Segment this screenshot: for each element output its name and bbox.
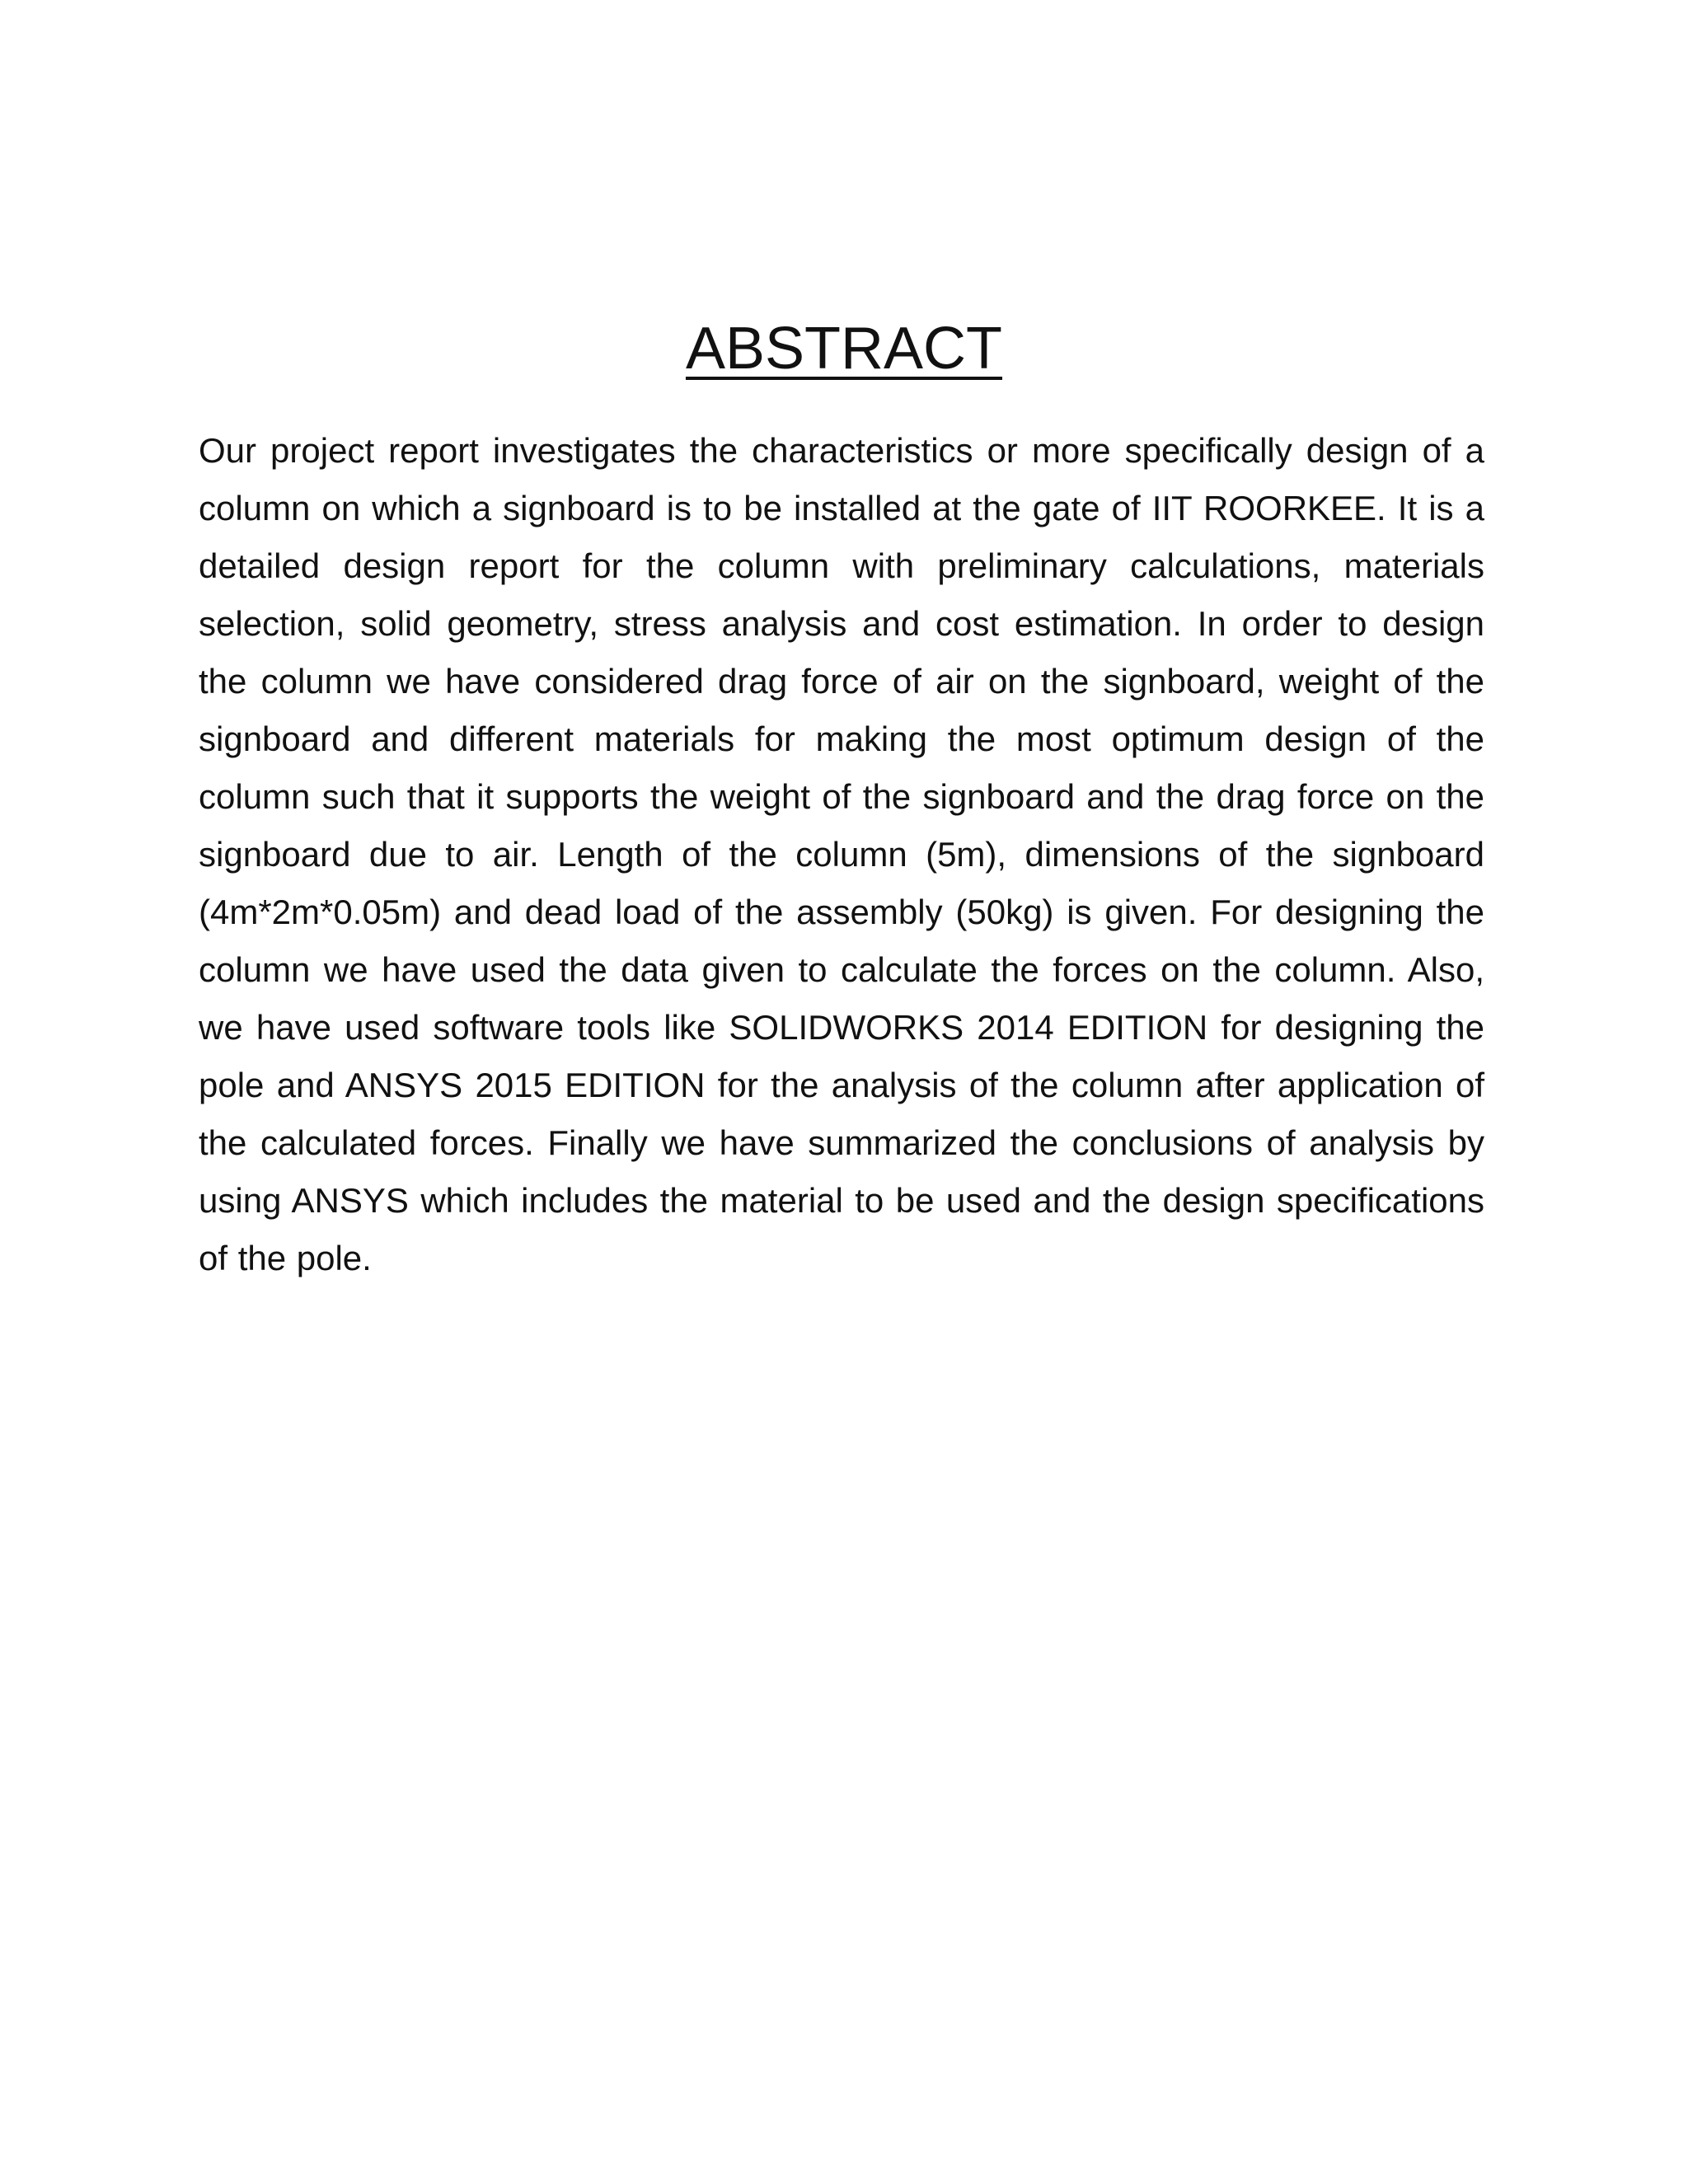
page-title xyxy=(0,312,1688,386)
page-title-text: ABSTRACT xyxy=(685,316,1003,382)
abstract-paragraph: Our project report investigates the characteristics or more specifically design of a column on which a signboard is to be installed at the gate of IIT ROORKEE. It is a detailed design report for the column with preliminary calculations, materials selection, solid geometry, stress analysis and cost estimation. In order to design the column we have considered drag force of air on the signboard, weight of the signboard and different materials for making the most optimum design of the column such that it supports the weight of the signboard and the drag force on the signboard due to air. Length of the column (5m), dimensions of the signboard (4m*2m*0.05m) and dead load of the assembly (50kg) is given. For designing the column we have used the data given to calculate the forces on the column. Also, we have used software tools like SOLIDWORKS 2014 EDITION for designing the pole and ANSYS 2015 EDITION for the analysis of the column after application of the calculated forces. Finally we have summarized the conclusions of analysis by using ANSYS which includes the material to be used and the design specifications of the pole. xyxy=(199,431,1484,1277)
